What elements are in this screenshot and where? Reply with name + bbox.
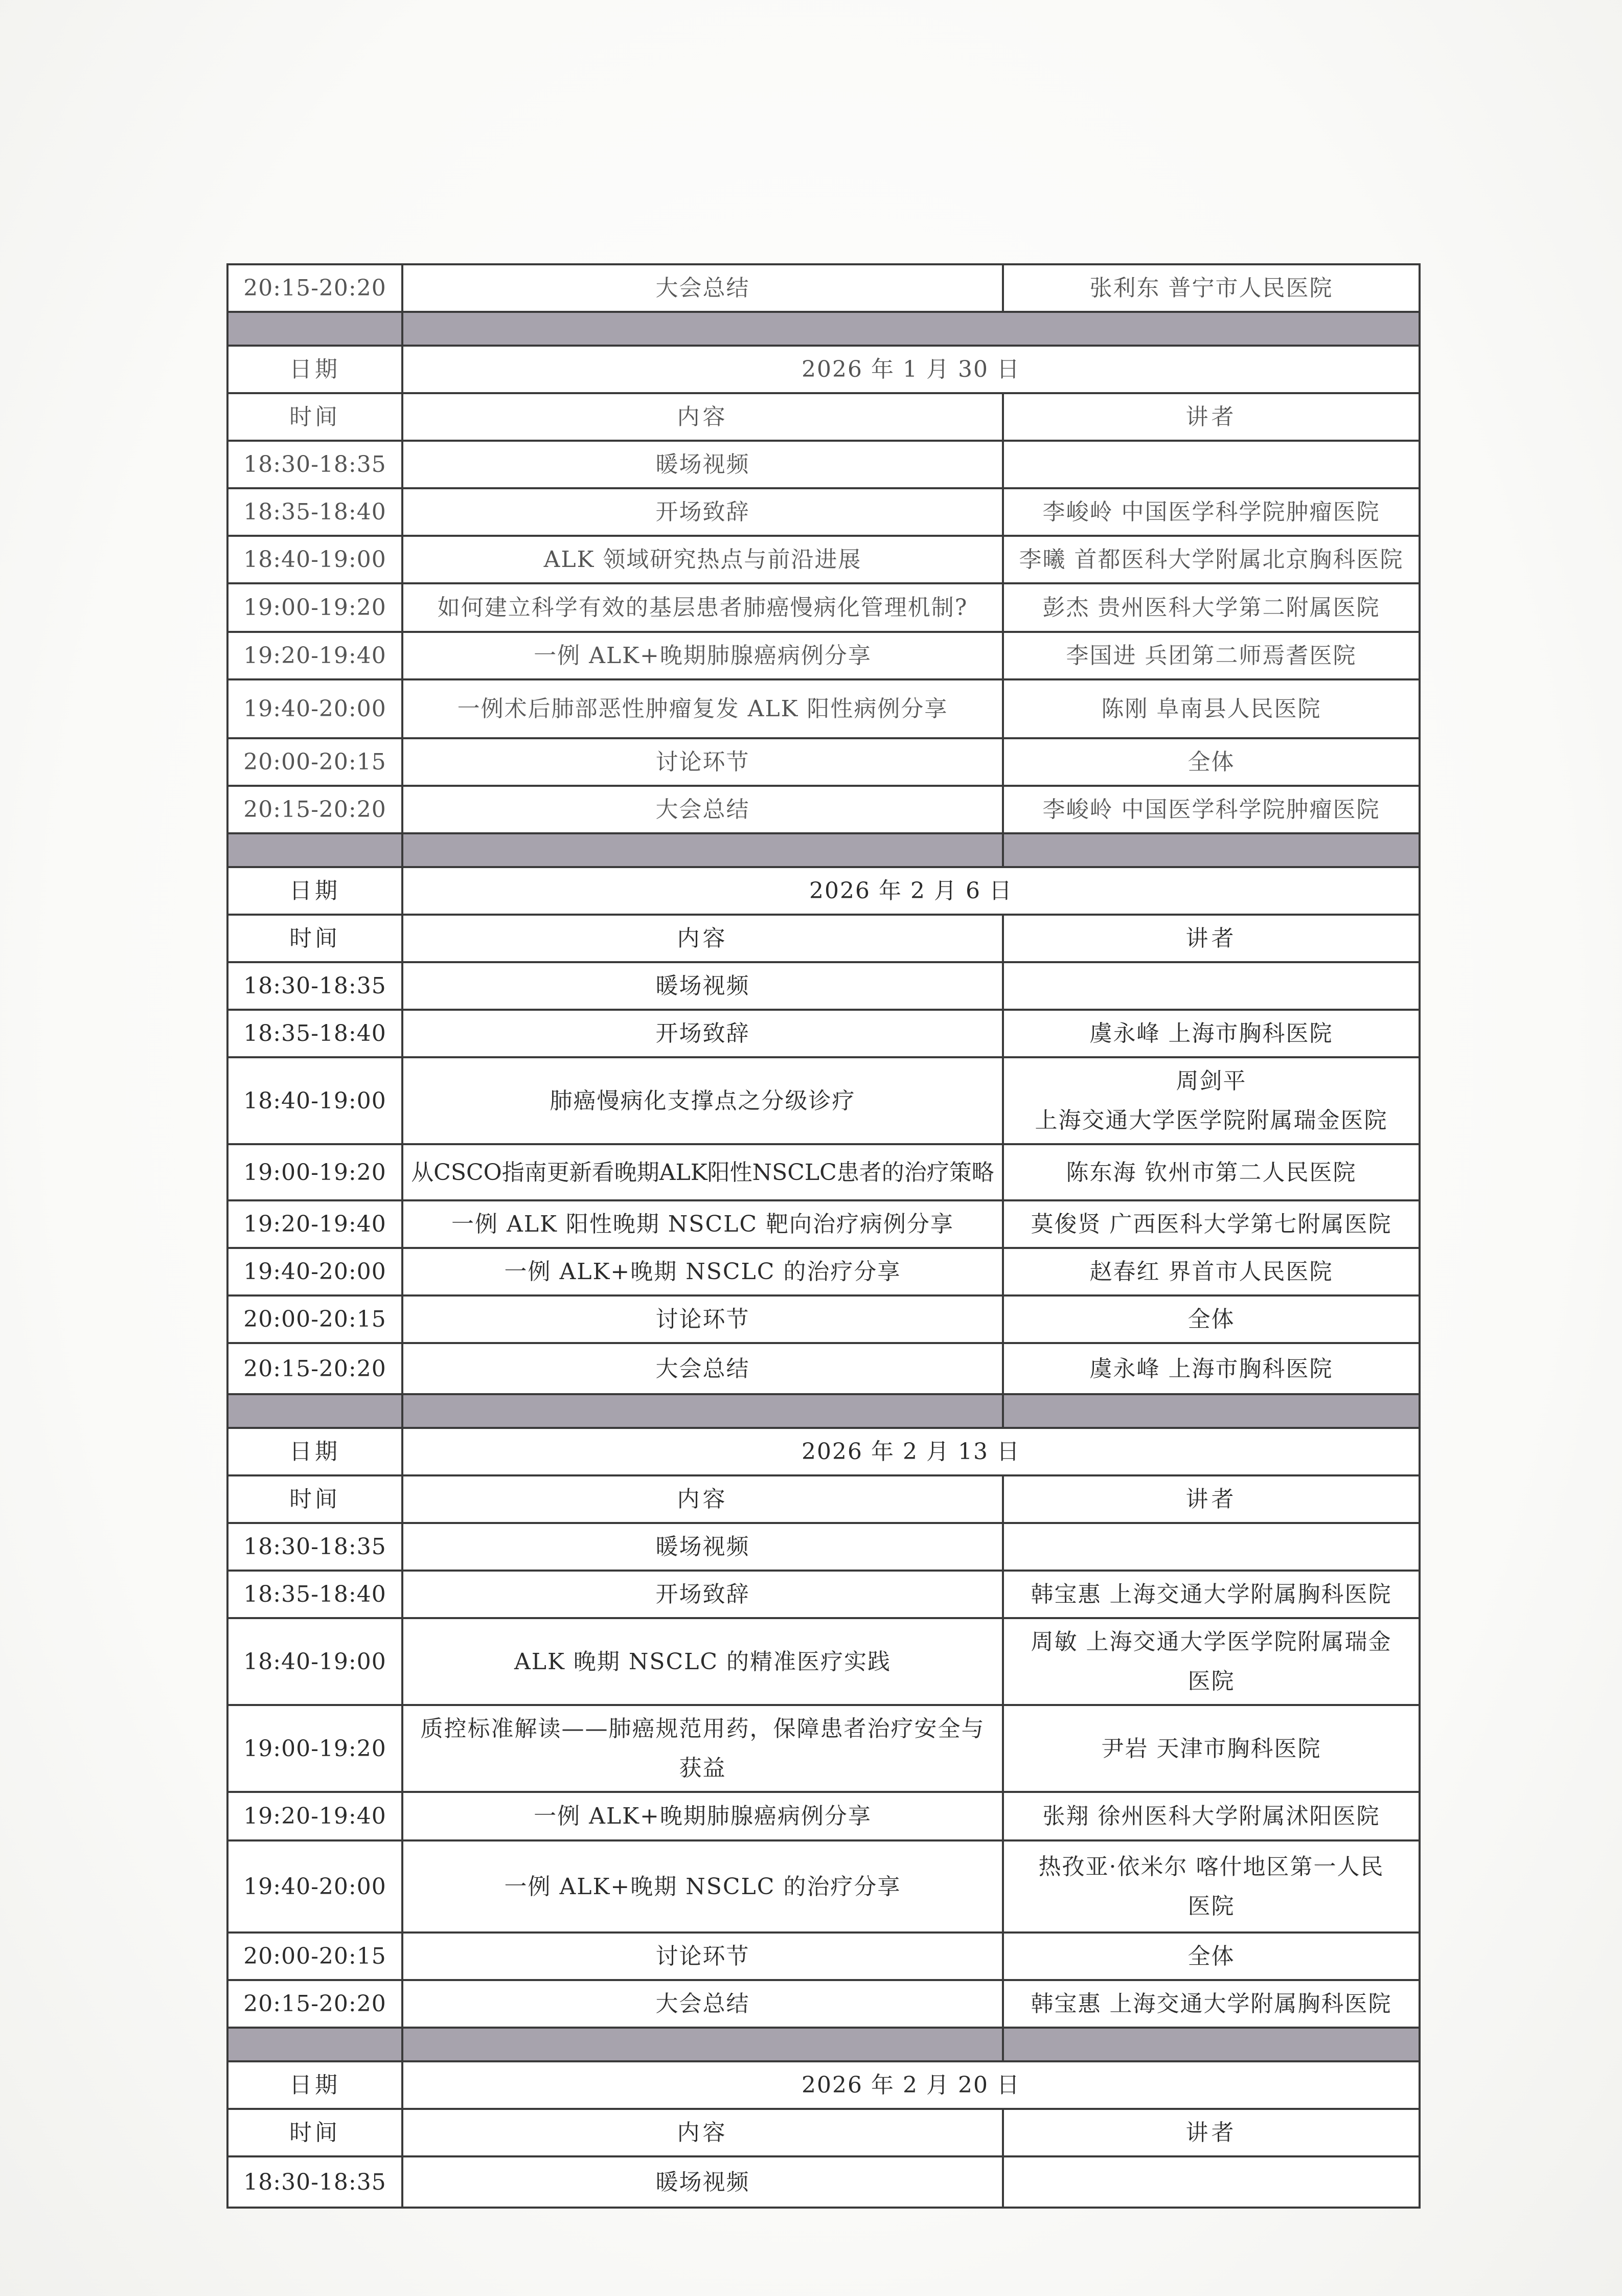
speaker-name-affiliation: 周敏 上海交通大学医学院附属瑞金 <box>1031 1629 1392 1655</box>
table-row <box>227 679 1420 738</box>
date-row <box>227 867 1420 915</box>
content-header: 内容 <box>402 915 1003 962</box>
date-label: 日期 <box>227 346 402 393</box>
speaker-cell <box>1003 1840 1420 1933</box>
date-value: 2026 年 1 月 30 日 <box>402 346 1420 393</box>
time-cell: 20:00-20:15 <box>227 1295 402 1343</box>
table-row <box>227 786 1420 833</box>
time-cell: 19:40-20:00 <box>227 1248 402 1295</box>
speaker-name: 周剑平 <box>1176 1068 1247 1094</box>
speaker-name-affiliation: 热孜亚·依米尔 喀什地区第一人民 <box>1038 1854 1384 1880</box>
speaker-cell: 韩宝惠 上海交通大学附属胸科医院 <box>1003 1571 1420 1618</box>
header-row <box>227 2109 1420 2156</box>
table-row <box>227 1705 1420 1792</box>
time-header: 时间 <box>227 393 402 441</box>
speaker-cell: 尹岩 天津市胸科医院 <box>1003 1705 1420 1792</box>
speaker-cell: 莫俊贤 广西医科大学第七附属医院 <box>1003 1200 1420 1248</box>
content-cell: 开场致辞 <box>402 1571 1003 1618</box>
table-row <box>227 1010 1420 1057</box>
table-row <box>227 1571 1420 1618</box>
content-cell: 一例术后肺部恶性肿瘤复发 ALK 阳性病例分享 <box>402 679 1003 738</box>
speaker-header: 讲者 <box>1003 393 1420 441</box>
table-row <box>227 1057 1420 1144</box>
content-cell: 大会总结 <box>402 1980 1003 2028</box>
table-row <box>227 738 1420 786</box>
time-cell: 18:35-18:40 <box>227 1010 402 1057</box>
content-cell: 一例 ALK+晚期 NSCLC 的治疗分享 <box>402 1840 1003 1933</box>
table-row <box>227 536 1420 583</box>
speaker-cell: 韩宝惠 上海交通大学附属胸科医院 <box>1003 1980 1420 2028</box>
speaker-cell: 张翔 徐州医科大学附属沭阳医院 <box>1003 1792 1420 1840</box>
speaker-header: 讲者 <box>1003 915 1420 962</box>
time-header: 时间 <box>227 915 402 962</box>
speaker-cell <box>1003 1057 1420 1144</box>
content-cell: 讨论环节 <box>402 1295 1003 1343</box>
time-cell: 18:30-18:35 <box>227 2156 402 2208</box>
table-row <box>227 1980 1420 2028</box>
time-cell: 19:00-19:20 <box>227 583 402 632</box>
time-cell: 19:20-19:40 <box>227 632 402 679</box>
content-cell: 大会总结 <box>402 786 1003 833</box>
content-cell: ALK 领域研究热点与前沿进展 <box>402 536 1003 583</box>
table-row <box>227 1523 1420 1571</box>
time-cell: 19:20-19:40 <box>227 1200 402 1248</box>
table-row <box>227 1618 1420 1705</box>
content-header: 内容 <box>402 393 1003 441</box>
date-label: 日期 <box>227 1428 402 1475</box>
section-separator <box>227 833 1420 867</box>
table-row <box>227 264 1420 312</box>
time-cell: 19:40-20:00 <box>227 1840 402 1933</box>
content-line-cont: 获益 <box>679 1755 726 1781</box>
speaker-cell <box>1003 962 1420 1010</box>
time-cell: 18:40-19:00 <box>227 1057 402 1144</box>
time-cell: 20:15-20:20 <box>227 1343 402 1394</box>
table-row <box>227 583 1420 632</box>
speaker-cell: 张利东 普宁市人民医院 <box>1003 264 1420 312</box>
content-cell: 暖场视频 <box>402 962 1003 1010</box>
section-separator <box>227 2028 1420 2061</box>
speaker-cell: 李国进 兵团第二师焉耆医院 <box>1003 632 1420 679</box>
section-separator <box>227 1394 1420 1428</box>
speaker-affiliation-cont: 医院 <box>1187 1668 1235 1694</box>
content-cell: 大会总结 <box>402 264 1003 312</box>
time-cell: 20:15-20:20 <box>227 264 402 312</box>
table-row <box>227 1933 1420 1980</box>
speaker-cell: 李峻岭 中国医学科学院肿瘤医院 <box>1003 786 1420 833</box>
time-cell: 20:15-20:20 <box>227 1980 402 2028</box>
speaker-cell: 李峻岭 中国医学科学院肿瘤医院 <box>1003 488 1420 536</box>
time-header: 时间 <box>227 1475 402 1523</box>
speaker-cell <box>1003 1618 1420 1705</box>
content-cell: 暖场视频 <box>402 441 1003 488</box>
time-cell: 20:15-20:20 <box>227 786 402 833</box>
content-cell: 一例 ALK+晚期肺腺癌病例分享 <box>402 1792 1003 1840</box>
content-cell: 肺癌慢病化支撑点之分级诊疗 <box>402 1057 1003 1144</box>
speaker-cell: 赵春红 界首市人民医院 <box>1003 1248 1420 1295</box>
content-cell: 如何建立科学有效的基层患者肺癌慢病化管理机制? <box>402 583 1003 632</box>
content-cell: 讨论环节 <box>402 1933 1003 1980</box>
table-row <box>227 1792 1420 1840</box>
date-row <box>227 1428 1420 1475</box>
content-line: 质控标准解读——肺癌规范用药，保障患者治疗安全与 <box>420 1716 985 1742</box>
content-cell: 开场致辞 <box>402 1010 1003 1057</box>
date-label: 日期 <box>227 2061 402 2109</box>
speaker-cell <box>1003 441 1420 488</box>
content-cell: 一例 ALK+晚期 NSCLC 的治疗分享 <box>402 1248 1003 1295</box>
speaker-cell: 陈东海 钦州市第二人民医院 <box>1003 1144 1420 1200</box>
time-cell: 18:30-18:35 <box>227 441 402 488</box>
speaker-cell: 全体 <box>1003 1933 1420 1980</box>
speaker-cell: 全体 <box>1003 1295 1420 1343</box>
section-separator <box>227 312 1420 346</box>
header-row <box>227 393 1420 441</box>
table-row <box>227 488 1420 536</box>
time-cell: 18:40-19:00 <box>227 536 402 583</box>
content-cell: 暖场视频 <box>402 2156 1003 2208</box>
date-value: 2026 年 2 月 20 日 <box>402 2061 1420 2109</box>
speaker-cell: 李曦 首都医科大学附属北京胸科医院 <box>1003 536 1420 583</box>
date-label: 日期 <box>227 867 402 915</box>
content-cell: 大会总结 <box>402 1343 1003 1394</box>
speaker-affiliation-cont: 医院 <box>1187 1893 1235 1919</box>
time-cell: 18:40-19:00 <box>227 1618 402 1705</box>
speaker-cell: 虞永峰 上海市胸科医院 <box>1003 1010 1420 1057</box>
speaker-cell: 彭杰 贵州医科大学第二附属医院 <box>1003 583 1420 632</box>
date-row <box>227 346 1420 393</box>
header-row <box>227 915 1420 962</box>
time-cell: 18:30-18:35 <box>227 962 402 1010</box>
time-header: 时间 <box>227 2109 402 2156</box>
table-row <box>227 1295 1420 1343</box>
table-row <box>227 1343 1420 1394</box>
speaker-header: 讲者 <box>1003 2109 1420 2156</box>
date-row <box>227 2061 1420 2109</box>
table-row <box>227 632 1420 679</box>
time-cell: 18:35-18:40 <box>227 1571 402 1618</box>
time-cell: 19:00-19:20 <box>227 1144 402 1200</box>
content-cell: 开场致辞 <box>402 488 1003 536</box>
content-cell: 一例 ALK 阳性晚期 NSCLC 靶向治疗病例分享 <box>402 1200 1003 1248</box>
time-cell: 20:00-20:15 <box>227 1933 402 1980</box>
speaker-header: 讲者 <box>1003 1475 1420 1523</box>
time-cell: 19:20-19:40 <box>227 1792 402 1840</box>
content-cell: 一例 ALK+晚期肺腺癌病例分享 <box>402 632 1003 679</box>
table-row <box>227 1144 1420 1200</box>
speaker-affiliation: 上海交通大学医学院附属瑞金医院 <box>1035 1107 1388 1133</box>
table-row <box>227 1200 1420 1248</box>
header-row <box>227 1475 1420 1523</box>
content-header: 内容 <box>402 2109 1003 2156</box>
table-row <box>227 962 1420 1010</box>
speaker-cell: 全体 <box>1003 738 1420 786</box>
content-cell: ALK 晚期 NSCLC 的精准医疗实践 <box>402 1618 1003 1705</box>
speaker-cell <box>1003 2156 1420 2208</box>
table-row <box>227 1840 1420 1933</box>
content-cell <box>402 1705 1003 1792</box>
speaker-cell: 陈刚 阜南县人民医院 <box>1003 679 1420 738</box>
content-cell: 暖场视频 <box>402 1523 1003 1571</box>
time-cell: 19:00-19:20 <box>227 1705 402 1792</box>
content-header: 内容 <box>402 1475 1003 1523</box>
content-cell: 从CSCO指南更新看晚期ALK阳性NSCLC患者的治疗策略 <box>402 1144 1003 1200</box>
meeting-schedule-table <box>226 263 1421 2209</box>
time-cell: 19:40-20:00 <box>227 679 402 738</box>
speaker-cell: 虞永峰 上海市胸科医院 <box>1003 1343 1420 1394</box>
date-value: 2026 年 2 月 6 日 <box>402 867 1420 915</box>
time-cell: 18:35-18:40 <box>227 488 402 536</box>
table-row <box>227 2156 1420 2208</box>
time-cell: 20:00-20:15 <box>227 738 402 786</box>
speaker-cell <box>1003 1523 1420 1571</box>
table-row <box>227 441 1420 488</box>
date-value: 2026 年 2 月 13 日 <box>402 1428 1420 1475</box>
content-cell: 讨论环节 <box>402 738 1003 786</box>
table-row <box>227 1248 1420 1295</box>
time-cell: 18:30-18:35 <box>227 1523 402 1571</box>
